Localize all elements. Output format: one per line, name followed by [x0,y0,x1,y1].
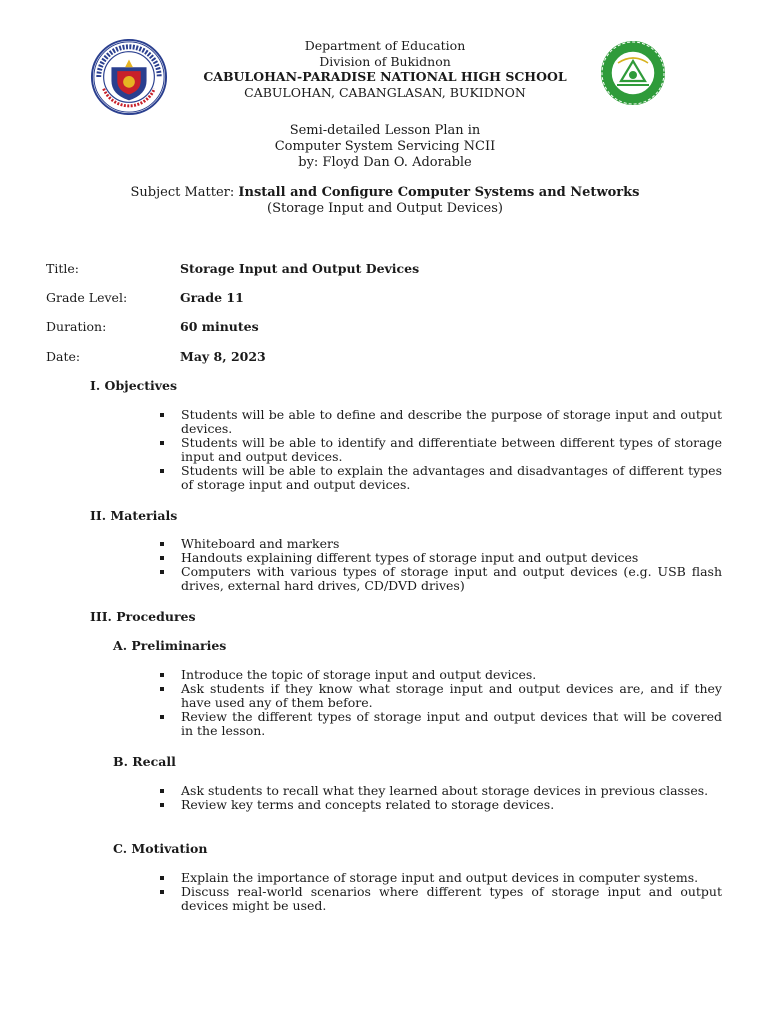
motivation-heading: C. Motivation [113,841,208,856]
motivation-list [160,871,722,913]
lesson-plan-title [80,123,690,171]
bullet-icon [160,469,164,473]
list-item: Explain the importance of storage input and output devices in computer systems. [160,871,722,885]
subject-subtitle: (Storage Input and Output Devices) [267,201,503,216]
objectives-heading: I. Objectives [90,378,178,393]
department-line: Department of Education [304,38,466,53]
info-row-duration [46,319,726,337]
list-item: Introduce the topic of storage input and output devices. [160,668,722,682]
list-item: Whiteboard and markers [160,537,722,551]
list-item: Handouts explaining different types of storage input and output devices [160,551,722,565]
subject-value: Install and Configure Computer Systems and Networks [238,185,640,200]
info-label: Title: [46,261,79,276]
materials-list [160,537,722,593]
bullet-icon [160,556,164,560]
info-row-title [46,261,726,279]
recall-heading: B. Recall [113,754,176,769]
bullet-icon [160,715,164,719]
list-item: Discuss real-world scenarios where different types of storage input and output devices might be used. [160,885,722,913]
school-name: CABULOHAN-PARADISE NATIONAL HIGH SCHOOL [203,69,567,84]
info-label: Date: [46,349,81,364]
info-value: May 8, 2023 [180,349,266,364]
bullet-icon [160,441,164,445]
bullet-icon [160,673,164,677]
list-item: Review the different types of storage input and output devices that will be covered in the lesson. [160,710,722,738]
list-item: Students will be able to identify and differentiate between different types of storage input and output devices. [160,436,722,464]
subject-matter [80,185,690,217]
school-seal-icon [590,40,676,106]
division-line: Division of Bukidnon [319,53,451,69]
info-value: 60 minutes [180,319,259,334]
bullet-icon [160,413,164,417]
plan-line-1: Semi-detailed Lesson Plan in [289,123,481,138]
bullet-icon [160,890,164,894]
subject-label: Subject Matter: [130,185,235,200]
bullet-icon [160,876,164,880]
info-value: Grade 11 [180,290,244,305]
objectives-list [160,408,722,492]
bullet-icon [160,542,164,546]
info-value: Storage Input and Output Devices [180,261,420,276]
info-row-grade-level [46,290,726,308]
procedures-heading: III. Procedures [90,609,196,624]
plan-author: by: Floyd Dan O. Adorable [298,155,472,170]
plan-line-2: Computer System Servicing NCII [274,139,496,154]
document-header [160,38,610,100]
info-row-date [46,349,726,367]
deped-seal-icon [90,38,168,116]
list-item: Review key terms and concepts related to storage devices. [160,798,722,812]
bullet-icon [160,789,164,793]
list-item: Ask students if they know what storage input and output devices are, and if they have used any of them before. [160,682,722,710]
preliminaries-heading: A. Preliminaries [113,638,227,653]
list-item: Students will be able to explain the advantages and disadvantages of different types of storage input and output devices. [160,464,722,492]
bullet-icon [160,570,164,574]
list-item: Students will be able to define and describe the purpose of storage input and output devices. [160,408,722,436]
preliminaries-list [160,668,722,738]
materials-heading: II. Materials [90,508,178,523]
school-address: CABULOHAN, CABANGLASAN, BUKIDNON [244,84,526,100]
list-item: Computers with various types of storage input and output devices (e.g. USB flash drives, external hard drives, CD/DVD drives) [160,565,722,593]
info-label: Duration: [46,319,107,334]
bullet-icon [160,803,164,807]
info-label: Grade Level: [46,290,128,305]
recall-list [160,784,722,812]
bullet-icon [160,687,164,691]
list-item: Ask students to recall what they learned about storage devices in previous classes. [160,784,722,798]
